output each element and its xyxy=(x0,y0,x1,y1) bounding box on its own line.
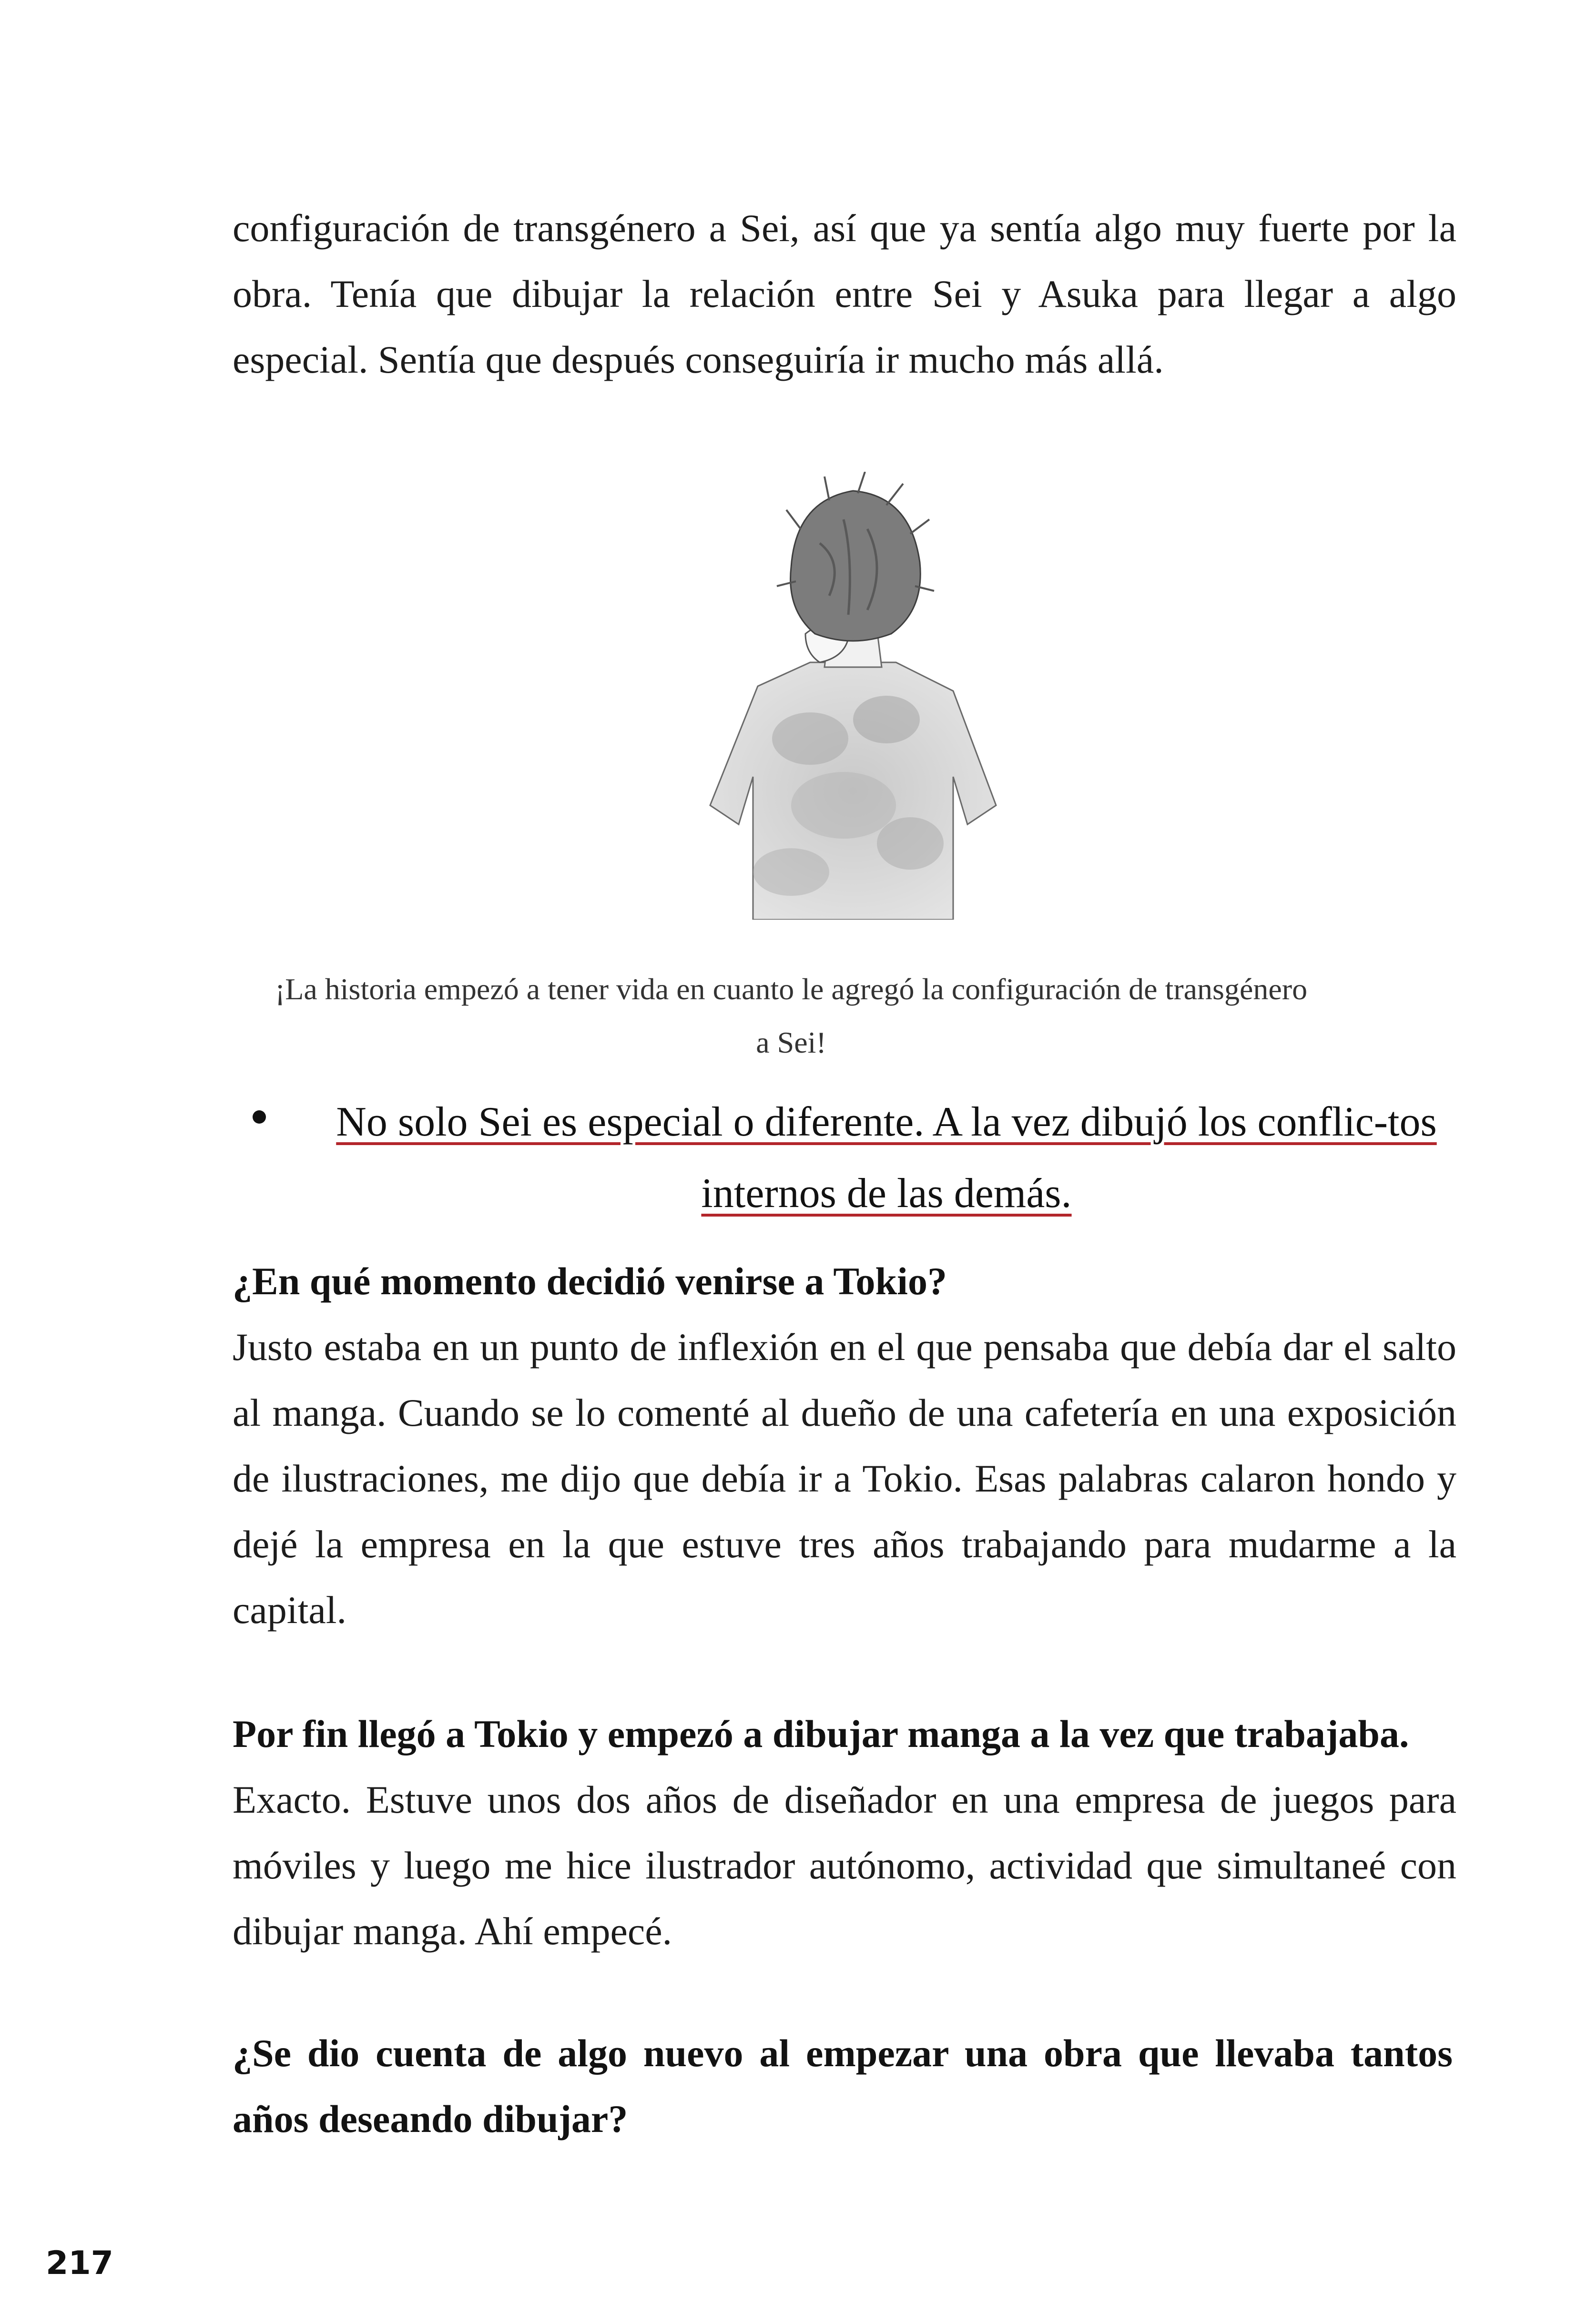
intro-paragraph: configuración de transgénero a Sei, así que ya sentía algo muy fuerte por la obra. Tenía que dibujar la relación entre Sei y Asuka para llegar a algo especial. Sentía que después conseguiría ir mucho más allá. xyxy=(233,206,1456,381)
highlight-text: No solo Sei es especial o diferente. A la vez dibujó los conflic-tos internos de las demás. xyxy=(336,1099,1437,1217)
answer-1: Justo estaba en un punto de inflexión en el que pensaba que debía dar el salto al manga. Cuando se lo comenté al dueño de una cafetería en una exposición de ilustraciones, me dijo que debía ir a Tokio. Esas palabras calaron hondo y dejé la empresa en la que estuve tres años trabajando para mudarme a la capital. xyxy=(233,1325,1456,1632)
question-3: ¿Se dio cuenta de algo nuevo al empezar una obra que llevaba tantos años deseando dibujar? xyxy=(233,2031,1453,2141)
illustration-caption: ¡La historia empezó a tener vida en cuanto le agregó la configuración de transgénero a Sei! xyxy=(275,972,1308,1059)
highlight-statement xyxy=(315,1086,1458,1229)
question-2: Por fin llegó a Tokio y empezó a dibujar manga a la vez que trabajaba. xyxy=(233,1712,1409,1756)
bullet-dot xyxy=(253,1110,266,1124)
question-1: ¿En qué momento decidió venirse a Tokio? xyxy=(233,1259,947,1303)
answer-2: Exacto. Estuve unos dos años de diseñador en una empresa de juegos para móviles y luego me hice ilustrador autónomo, actividad que simultaneé con dibujar manga. Ahí empecé. xyxy=(233,1778,1456,1953)
page-number: 217 xyxy=(46,2244,113,2282)
manga-boy-back-illustration xyxy=(686,472,1020,920)
